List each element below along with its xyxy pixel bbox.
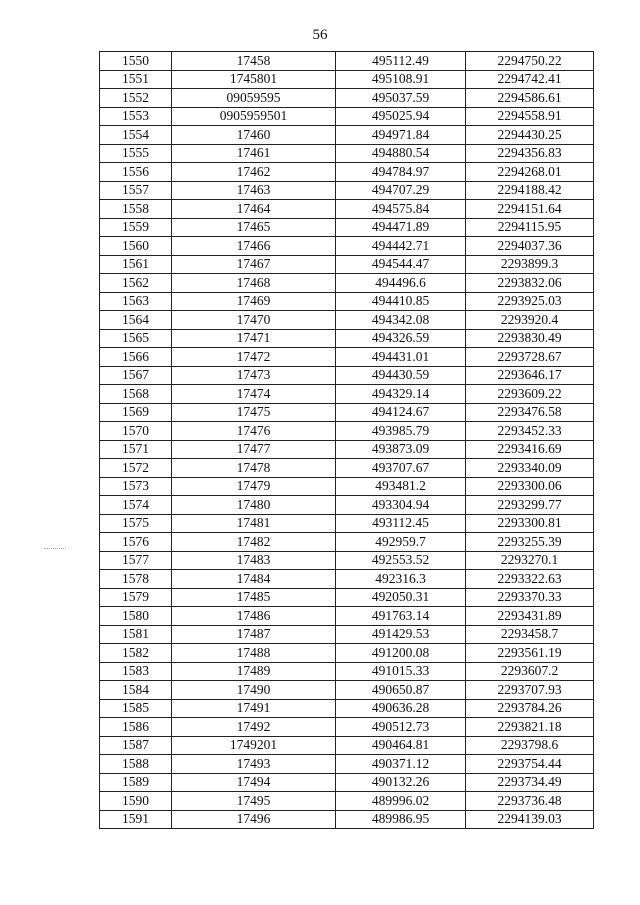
point-number-cell: 1570 [100, 422, 172, 441]
x-coordinate-cell: 495025.94 [336, 107, 466, 126]
point-code-cell: 17465 [172, 218, 336, 237]
table-row [100, 366, 594, 385]
x-coordinate-cell: 490650.87 [336, 681, 466, 700]
x-coordinate-cell: 492050.31 [336, 588, 466, 607]
point-number-cell: 1551 [100, 70, 172, 89]
point-number-cell: 1589 [100, 773, 172, 792]
y-coordinate-cell: 2293609.22 [466, 385, 594, 404]
point-number-cell: 1585 [100, 699, 172, 718]
point-number-cell: 1557 [100, 181, 172, 200]
point-code-cell: 17486 [172, 607, 336, 626]
point-number-cell: 1581 [100, 625, 172, 644]
y-coordinate-cell: 2294268.01 [466, 163, 594, 182]
y-coordinate-cell: 2294558.91 [466, 107, 594, 126]
x-coordinate-cell: 495037.59 [336, 89, 466, 108]
point-code-cell: 17494 [172, 773, 336, 792]
point-number-cell: 1553 [100, 107, 172, 126]
y-coordinate-cell: 2293458.7 [466, 625, 594, 644]
table-row [100, 551, 594, 570]
x-coordinate-cell: 489996.02 [336, 792, 466, 811]
point-number-cell: 1587 [100, 736, 172, 755]
x-coordinate-cell: 494326.59 [336, 329, 466, 348]
point-code-cell: 17466 [172, 237, 336, 256]
y-coordinate-cell: 2294037.36 [466, 237, 594, 256]
point-code-cell: 17467 [172, 255, 336, 274]
y-coordinate-cell: 2294151.64 [466, 200, 594, 219]
point-code-cell: 17492 [172, 718, 336, 737]
table-row [100, 311, 594, 330]
y-coordinate-cell: 2293925.03 [466, 292, 594, 311]
y-coordinate-cell: 2294139.03 [466, 810, 594, 829]
point-number-cell: 1564 [100, 311, 172, 330]
point-number-cell: 1580 [100, 607, 172, 626]
table-row [100, 514, 594, 533]
x-coordinate-cell: 494329.14 [336, 385, 466, 404]
y-coordinate-cell: 2293300.06 [466, 477, 594, 496]
table-row [100, 792, 594, 811]
x-coordinate-cell: 491763.14 [336, 607, 466, 626]
point-number-cell: 1591 [100, 810, 172, 829]
point-number-cell: 1559 [100, 218, 172, 237]
table-row [100, 477, 594, 496]
x-coordinate-cell: 494442.71 [336, 237, 466, 256]
point-number-cell: 1562 [100, 274, 172, 293]
x-coordinate-cell: 494496.6 [336, 274, 466, 293]
x-coordinate-cell: 495108.91 [336, 70, 466, 89]
x-coordinate-cell: 494431.01 [336, 348, 466, 367]
table-row [100, 699, 594, 718]
point-code-cell: 17485 [172, 588, 336, 607]
y-coordinate-cell: 2293832.06 [466, 274, 594, 293]
point-number-cell: 1586 [100, 718, 172, 737]
point-code-cell: 17471 [172, 329, 336, 348]
y-coordinate-cell: 2293736.48 [466, 792, 594, 811]
point-code-cell: 17476 [172, 422, 336, 441]
point-code-cell: 17495 [172, 792, 336, 811]
point-number-cell: 1574 [100, 496, 172, 515]
table-body [100, 52, 594, 829]
y-coordinate-cell: 2293561.19 [466, 644, 594, 663]
table-row [100, 570, 594, 589]
point-code-cell: 17474 [172, 385, 336, 404]
point-code-cell: 17490 [172, 681, 336, 700]
point-number-cell: 1563 [100, 292, 172, 311]
point-number-cell: 1565 [100, 329, 172, 348]
point-code-cell: 17483 [172, 551, 336, 570]
x-coordinate-cell: 494471.89 [336, 218, 466, 237]
x-coordinate-cell: 493985.79 [336, 422, 466, 441]
table-row [100, 200, 594, 219]
point-code-cell: 17484 [172, 570, 336, 589]
y-coordinate-cell: 2293899.3 [466, 255, 594, 274]
x-coordinate-cell: 494784.97 [336, 163, 466, 182]
point-number-cell: 1571 [100, 440, 172, 459]
point-code-cell: 17488 [172, 644, 336, 663]
y-coordinate-cell: 2293452.33 [466, 422, 594, 441]
x-coordinate-cell: 494342.08 [336, 311, 466, 330]
point-code-cell: 0905959501 [172, 107, 336, 126]
table-row [100, 163, 594, 182]
point-code-cell: 17458 [172, 52, 336, 71]
point-number-cell: 1554 [100, 126, 172, 145]
y-coordinate-cell: 2293340.09 [466, 459, 594, 478]
point-number-cell: 1558 [100, 200, 172, 219]
table-row [100, 662, 594, 681]
table-row [100, 681, 594, 700]
point-number-cell: 1556 [100, 163, 172, 182]
x-coordinate-cell: 490512.73 [336, 718, 466, 737]
x-coordinate-cell: 489986.95 [336, 810, 466, 829]
y-coordinate-cell: 2294115.95 [466, 218, 594, 237]
point-code-cell: 17481 [172, 514, 336, 533]
table-row [100, 52, 594, 71]
x-coordinate-cell: 494707.29 [336, 181, 466, 200]
table-row [100, 718, 594, 737]
point-code-cell: 17479 [172, 477, 336, 496]
table-row [100, 181, 594, 200]
table-row [100, 89, 594, 108]
scan-mark [44, 548, 66, 549]
table-row [100, 810, 594, 829]
point-code-cell: 17487 [172, 625, 336, 644]
y-coordinate-cell: 2293734.49 [466, 773, 594, 792]
table-row [100, 607, 594, 626]
page-number: 56 [312, 27, 328, 43]
y-coordinate-cell: 2293784.26 [466, 699, 594, 718]
table-row [100, 459, 594, 478]
table-row [100, 237, 594, 256]
x-coordinate-cell: 490371.12 [336, 755, 466, 774]
x-coordinate-cell: 492959.7 [336, 533, 466, 552]
y-coordinate-cell: 2293728.67 [466, 348, 594, 367]
x-coordinate-cell: 495112.49 [336, 52, 466, 71]
y-coordinate-cell: 2293830.49 [466, 329, 594, 348]
x-coordinate-cell: 490132.26 [336, 773, 466, 792]
coordinates-table [99, 51, 594, 829]
point-code-cell: 17460 [172, 126, 336, 145]
x-coordinate-cell: 494575.84 [336, 200, 466, 219]
point-number-cell: 1566 [100, 348, 172, 367]
y-coordinate-cell: 2293476.58 [466, 403, 594, 422]
y-coordinate-cell: 2293255.39 [466, 533, 594, 552]
y-coordinate-cell: 2293431.89 [466, 607, 594, 626]
table-row [100, 422, 594, 441]
table-row [100, 292, 594, 311]
point-number-cell: 1567 [100, 366, 172, 385]
y-coordinate-cell: 2293300.81 [466, 514, 594, 533]
point-code-cell: 17468 [172, 274, 336, 293]
point-code-cell: 17491 [172, 699, 336, 718]
point-number-cell: 1583 [100, 662, 172, 681]
table-row [100, 588, 594, 607]
table-row [100, 348, 594, 367]
table-row [100, 70, 594, 89]
point-number-cell: 1578 [100, 570, 172, 589]
x-coordinate-cell: 494124.67 [336, 403, 466, 422]
y-coordinate-cell: 2293416.69 [466, 440, 594, 459]
point-code-cell: 17480 [172, 496, 336, 515]
table-row [100, 773, 594, 792]
point-number-cell: 1590 [100, 792, 172, 811]
point-code-cell: 17472 [172, 348, 336, 367]
x-coordinate-cell: 490636.28 [336, 699, 466, 718]
point-code-cell: 17462 [172, 163, 336, 182]
x-coordinate-cell: 492553.52 [336, 551, 466, 570]
x-coordinate-cell: 494880.54 [336, 144, 466, 163]
y-coordinate-cell: 2293920.4 [466, 311, 594, 330]
y-coordinate-cell: 2293370.33 [466, 588, 594, 607]
y-coordinate-cell: 2294430.25 [466, 126, 594, 145]
y-coordinate-cell: 2293707.93 [466, 681, 594, 700]
point-code-cell: 09059595 [172, 89, 336, 108]
x-coordinate-cell: 493873.09 [336, 440, 466, 459]
point-code-cell: 17463 [172, 181, 336, 200]
y-coordinate-cell: 2293270.1 [466, 551, 594, 570]
point-code-cell: 17496 [172, 810, 336, 829]
table-row [100, 440, 594, 459]
y-coordinate-cell: 2294188.42 [466, 181, 594, 200]
point-code-cell: 17477 [172, 440, 336, 459]
point-code-cell: 17469 [172, 292, 336, 311]
point-number-cell: 1577 [100, 551, 172, 570]
x-coordinate-cell: 491015.33 [336, 662, 466, 681]
point-code-cell: 1749201 [172, 736, 336, 755]
table-row [100, 533, 594, 552]
x-coordinate-cell: 492316.3 [336, 570, 466, 589]
x-coordinate-cell: 493304.94 [336, 496, 466, 515]
y-coordinate-cell: 2293821.18 [466, 718, 594, 737]
point-code-cell: 17464 [172, 200, 336, 219]
y-coordinate-cell: 2293607.2 [466, 662, 594, 681]
table-row [100, 107, 594, 126]
x-coordinate-cell: 493481.2 [336, 477, 466, 496]
table-row [100, 644, 594, 663]
point-code-cell: 17461 [172, 144, 336, 163]
y-coordinate-cell: 2293798.6 [466, 736, 594, 755]
y-coordinate-cell: 2293754.44 [466, 755, 594, 774]
table-row [100, 126, 594, 145]
table-row [100, 255, 594, 274]
point-number-cell: 1582 [100, 644, 172, 663]
table-row [100, 144, 594, 163]
point-number-cell: 1573 [100, 477, 172, 496]
point-code-cell: 17493 [172, 755, 336, 774]
x-coordinate-cell: 490464.81 [336, 736, 466, 755]
table-row [100, 736, 594, 755]
x-coordinate-cell: 494971.84 [336, 126, 466, 145]
y-coordinate-cell: 2293322.63 [466, 570, 594, 589]
x-coordinate-cell: 494410.85 [336, 292, 466, 311]
point-number-cell: 1550 [100, 52, 172, 71]
table-row [100, 755, 594, 774]
point-code-cell: 17473 [172, 366, 336, 385]
table-row [100, 218, 594, 237]
point-number-cell: 1584 [100, 681, 172, 700]
point-number-cell: 1569 [100, 403, 172, 422]
x-coordinate-cell: 491200.08 [336, 644, 466, 663]
x-coordinate-cell: 491429.53 [336, 625, 466, 644]
table-row [100, 625, 594, 644]
point-number-cell: 1555 [100, 144, 172, 163]
x-coordinate-cell: 493707.67 [336, 459, 466, 478]
table-row [100, 274, 594, 293]
point-code-cell: 17470 [172, 311, 336, 330]
x-coordinate-cell: 494544.47 [336, 255, 466, 274]
y-coordinate-cell: 2294586.61 [466, 89, 594, 108]
y-coordinate-cell: 2293299.77 [466, 496, 594, 515]
point-number-cell: 1579 [100, 588, 172, 607]
point-code-cell: 17482 [172, 533, 336, 552]
point-number-cell: 1568 [100, 385, 172, 404]
table-row [100, 403, 594, 422]
table-row [100, 329, 594, 348]
point-code-cell: 17478 [172, 459, 336, 478]
point-code-cell: 1745801 [172, 70, 336, 89]
x-coordinate-cell: 493112.45 [336, 514, 466, 533]
point-code-cell: 17475 [172, 403, 336, 422]
point-number-cell: 1560 [100, 237, 172, 256]
point-number-cell: 1576 [100, 533, 172, 552]
y-coordinate-cell: 2294742.41 [466, 70, 594, 89]
point-code-cell: 17489 [172, 662, 336, 681]
table-row [100, 496, 594, 515]
point-number-cell: 1575 [100, 514, 172, 533]
table-row [100, 385, 594, 404]
point-number-cell: 1561 [100, 255, 172, 274]
point-number-cell: 1552 [100, 89, 172, 108]
point-number-cell: 1572 [100, 459, 172, 478]
y-coordinate-cell: 2293646.17 [466, 366, 594, 385]
point-number-cell: 1588 [100, 755, 172, 774]
x-coordinate-cell: 494430.59 [336, 366, 466, 385]
y-coordinate-cell: 2294356.83 [466, 144, 594, 163]
y-coordinate-cell: 2294750.22 [466, 52, 594, 71]
